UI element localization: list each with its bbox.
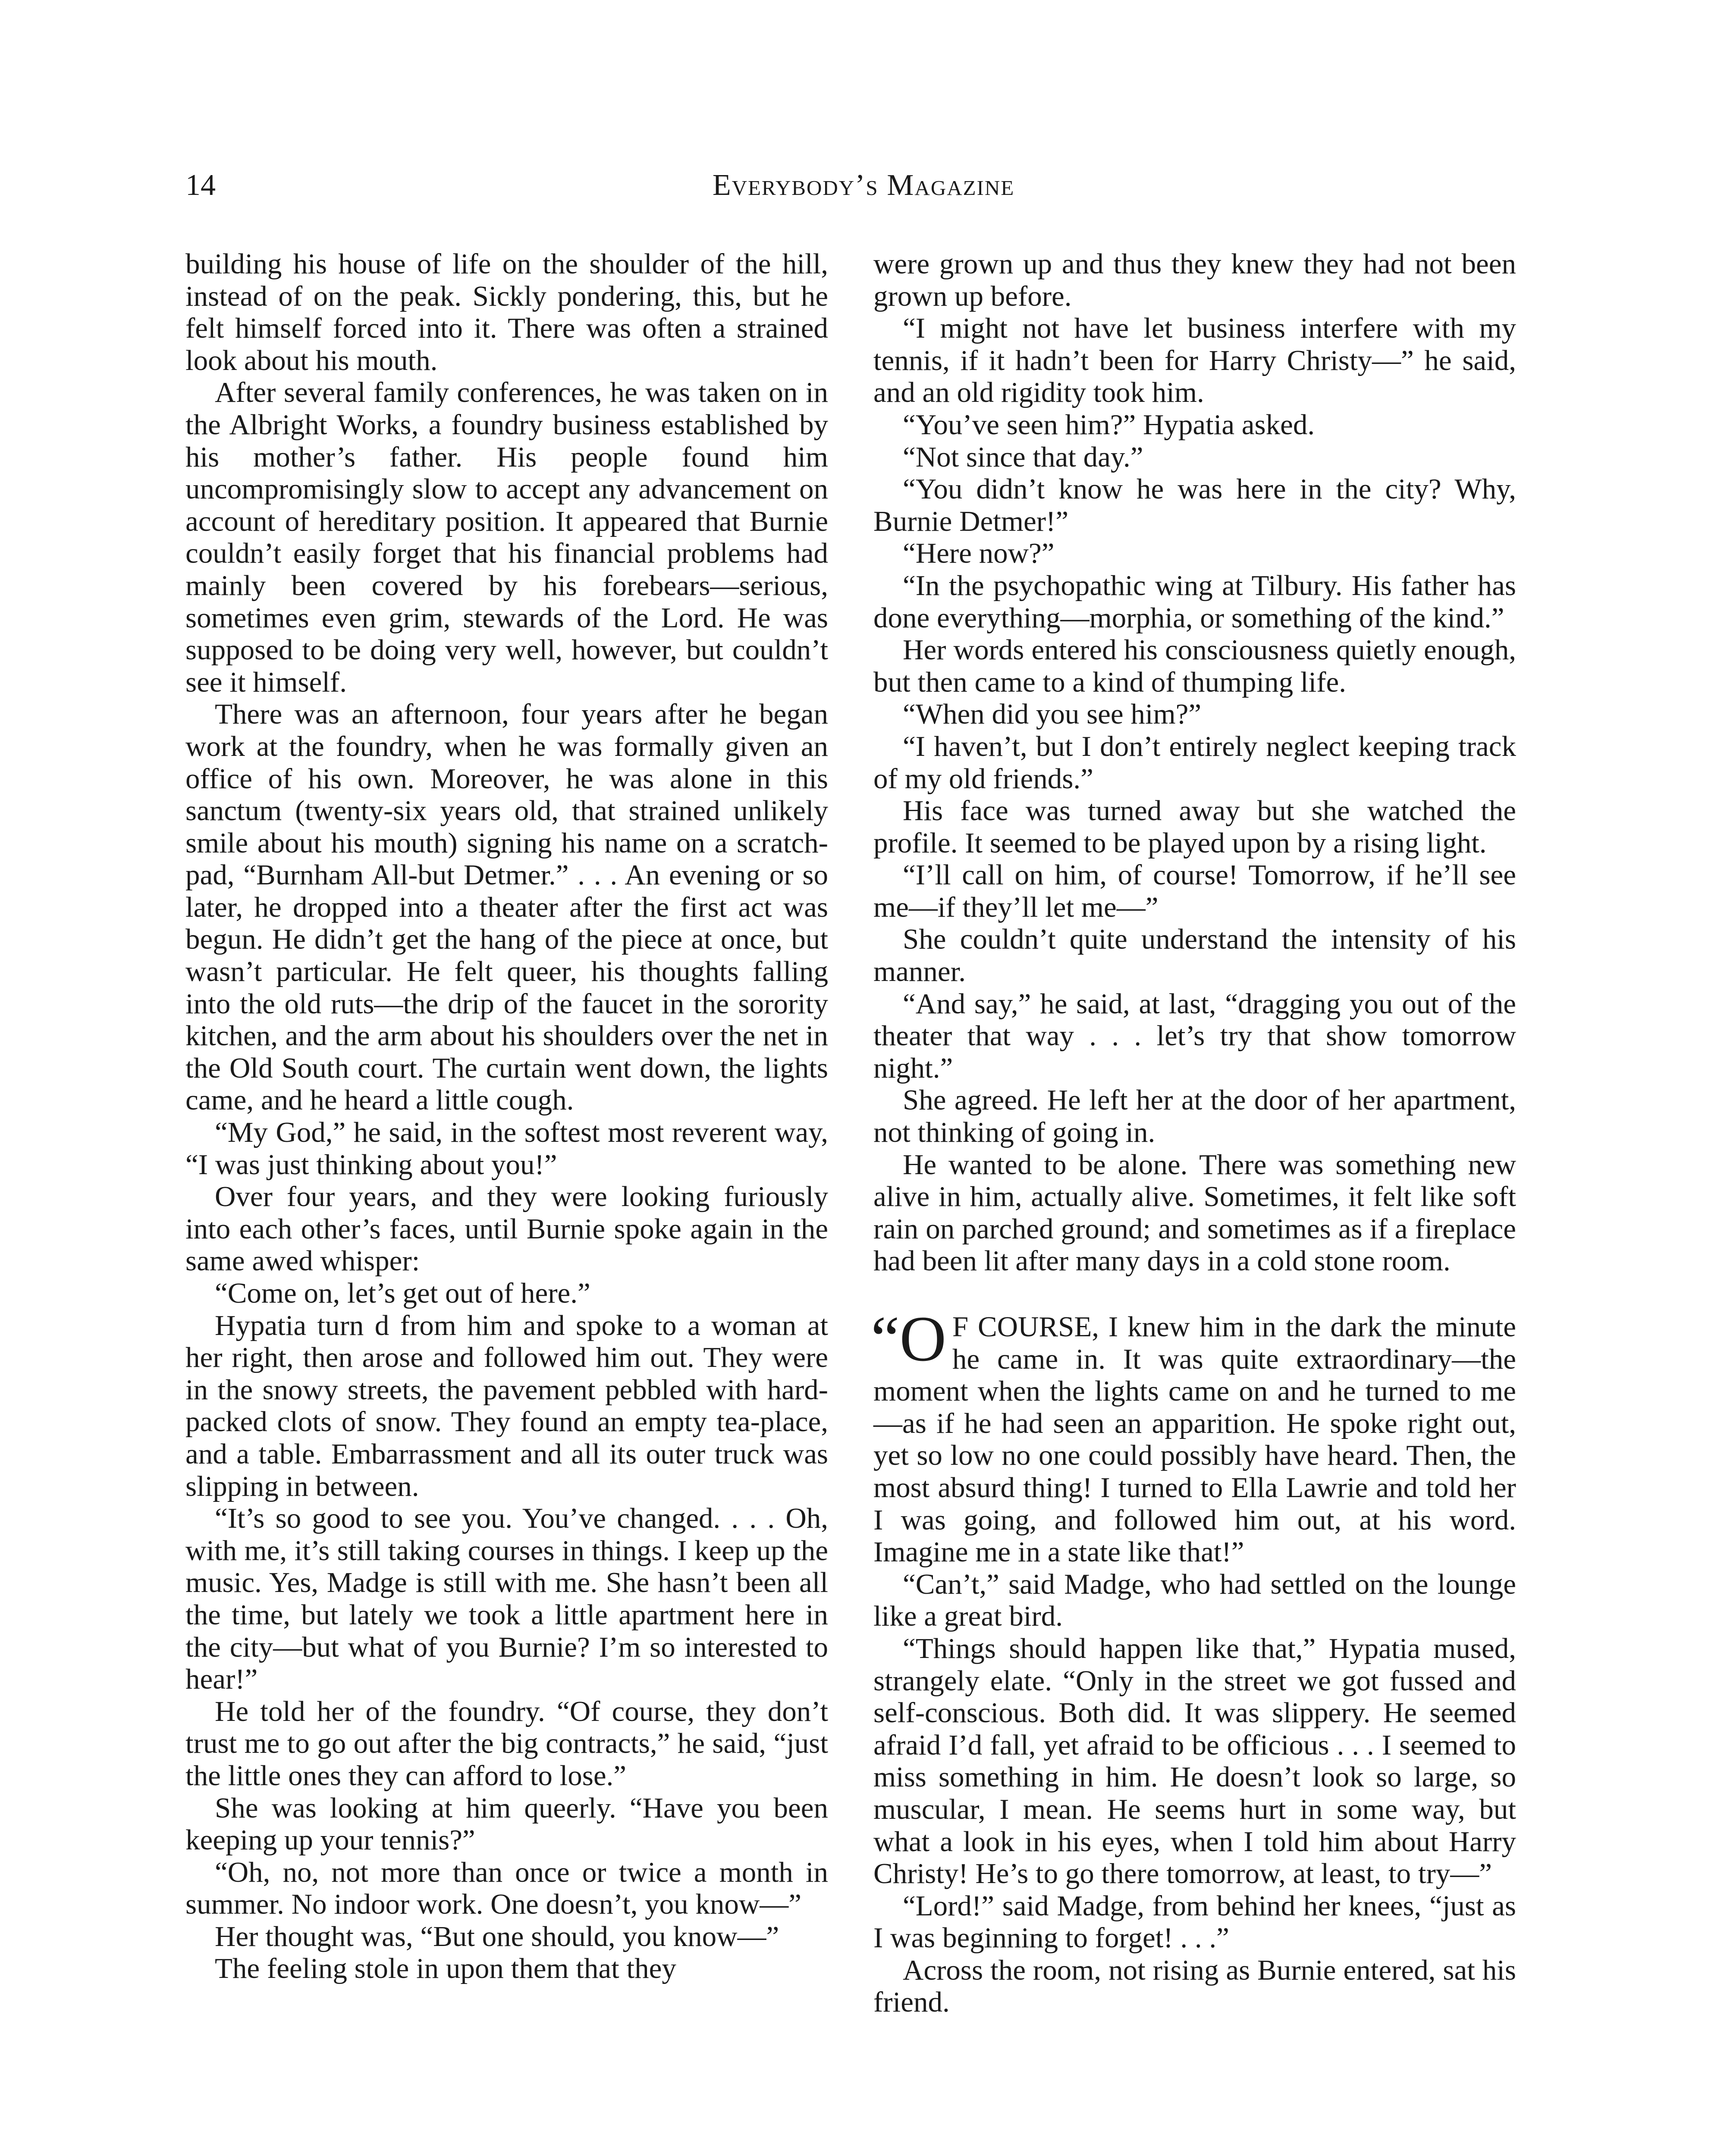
- paragraph: He told her of the foundry. “Of course, they don’t trust me to go out after the big contracts,” he said, “just the little ones they can afford to lose.”: [185, 1695, 828, 1792]
- paragraph: “You didn’t know he was here in the city? Why, Burnie Detmer!”: [873, 473, 1516, 537]
- paragraph: There was an afternoon, four years after he began work at the foundry, when he was formally given an office of his own. Moreover, he was alone in this sanctum (twenty-six years old, that strained unlikely smile about his mouth) signing his name on a scratch-pad, “Burnham All-but Detmer.” . . . An evening or so later, he dropped into a theater after the first act was begun. He didn’t get the hang of the piece at once, but wasn’t particular. He felt queer, his thoughts falling into the old ruts—the drip of the faucet in the sorority kitchen, and the arm about his shoulders over the net in the Old South court. The curtain went down, the lights came, and he heard a little cough.: [185, 698, 828, 1116]
- paragraph: The feeling stole in upon them that they: [215, 1952, 676, 1985]
- right-column: [873, 248, 1516, 2018]
- section-opening-paragraph: [871, 1303, 1516, 1568]
- running-head: Everybody’s Magazine: [712, 169, 1015, 202]
- paragraph: “Here now?”: [903, 537, 1055, 570]
- drop-cap-letter: O: [899, 1303, 946, 1375]
- paragraph: Hypatia turn d from him and spoke to a woman at her right, then arose and followed him out. They were in the snowy streets, the pavement pebbled with hard-packed clots of snow. They found an empty tea-place, and a table. Embarrassment and all its outer truck was slipping in between.: [185, 1309, 828, 1502]
- paragraph: “Not since that day.”: [903, 441, 1143, 473]
- section-first-words: F COURSE,: [952, 1311, 1099, 1343]
- paragraph: “In the psychopathic wing at Tilbury. His father has done everything—morphia, or something of the kind.”: [873, 569, 1516, 634]
- section-first-rest: I knew him in the dark the minute he came in. It was quite extraordinary—the moment when the lights came on and he turned to me—as if he had seen an apparition. He spoke right out, yet so low no one could possibly have heard. Then, the most absurd thing! I turned to Ella Lawrie and told her I was going, and followed him out, at his word. Imagine me in a state like that!”: [873, 1311, 1516, 1568]
- paragraph: Her thought was, “But one should, you know—”: [215, 1920, 779, 1952]
- paragraph: She agreed. He left her at the door of her apartment, not thinking of going in.: [873, 1084, 1516, 1149]
- paragraph: “Things should happen like that,” Hypatia mused, strangely elate. “Only in the street we got fussed and self-conscious. Both did. It was slippery. He seemed afraid I’d fall, yet afraid to be officious . . . I seemed to miss something in him. He doesn’t look so large, so muscular, I mean. He seems hurt in some way, but what a look in his eyes, when I told him about Harry Christy! He’s to go there tomorrow, at least, to try—”: [873, 1632, 1516, 1890]
- paragraph: Across the room, not rising as Burnie entered, sat his friend.: [873, 1954, 1516, 2018]
- paragraph: Over four years, and they were looking furiously into each other’s faces, until Burnie spoke again in the same awed whisper:: [185, 1181, 828, 1277]
- paragraph: building his house of life on the shoulder of the hill, instead of on the peak. Sickly pondering, this, but he felt himself forced into it. There was often a strained look about his mouth.: [185, 248, 828, 376]
- paragraph: “Can’t,” said Madge, who had settled on the lounge like a great bird.: [873, 1568, 1516, 1633]
- paragraph: After several family conferences, he was taken on in the Albright Works, a foundry business established by his mother’s father. His people found him uncompromisingly slow to accept any advancement on account of hereditary position. It appeared that Burnie couldn’t easily forget that his financial problems had mainly been covered by his forebears—serious, sometimes even grim, stewards of the Lord. He was supposed to be doing very well, however, but couldn’t see it himself.: [185, 376, 828, 698]
- paragraph: Her words entered his consciousness quietly enough, but then came to a kind of thumping life.: [873, 634, 1516, 698]
- paragraph: “Come on, let’s get out of here.”: [215, 1277, 590, 1309]
- paragraph: “You’ve seen him?” Hypatia asked.: [903, 408, 1315, 441]
- left-column: [185, 248, 828, 1985]
- paragraph: His face was turned away but she watched the profile. It seemed to be played upon by a rising light.: [873, 795, 1516, 859]
- drop-cap: [871, 1303, 946, 1375]
- paragraph: were grown up and thus they knew they had not been grown up before.: [873, 248, 1516, 312]
- paragraph: “My God,” he said, in the softest most reverent way, “I was just thinking about you!”: [185, 1116, 828, 1181]
- paragraph: “Oh, no, not more than once or twice a month in summer. No indoor work. One doesn’t, you know—”: [185, 1856, 828, 1921]
- paragraph: “And say,” he said, at last, “dragging you out of the theater that way . . . let’s try that show tomorrow night.”: [873, 987, 1516, 1084]
- paragraph: “Lord!” said Madge, from behind her knees, “just as I was beginning to forget! . . .”: [873, 1890, 1516, 1954]
- paragraph: He wanted to be alone. There was something new alive in him, actually alive. Sometimes, it felt like soft rain on parched ground; and sometimes as if a fireplace had been lit after many days in a cold stone room.: [873, 1148, 1516, 1277]
- paragraph: She couldn’t quite understand the intensity of his manner.: [873, 923, 1516, 988]
- paragraph: “I’ll call on him, of course! Tomorrow, if he’ll see me—if they’ll let me—”: [873, 859, 1516, 923]
- paragraph: “I might not have let business interfere with my tennis, if it hadn’t been for Harry Christy—” he said, and an old rigidity took him.: [873, 312, 1516, 409]
- paragraph: “It’s so good to see you. You’ve changed. . . . Oh, with me, it’s still taking courses in things. I keep up the music. Yes, Madge is still with me. She hasn’t been all the time, but lately we took a little apartment here in the city—but what of you Burnie? I’m so interested to hear!”: [185, 1502, 828, 1695]
- drop-cap-quote: “: [871, 1303, 900, 1375]
- page-number: 14: [185, 169, 216, 202]
- paragraph: She was looking at him queerly. “Have you been keeping up your tennis?”: [185, 1792, 828, 1856]
- paragraph: “When did you see him?”: [903, 698, 1202, 730]
- paragraph: “I haven’t, but I don’t entirely neglect keeping track of my old friends.”: [873, 730, 1516, 795]
